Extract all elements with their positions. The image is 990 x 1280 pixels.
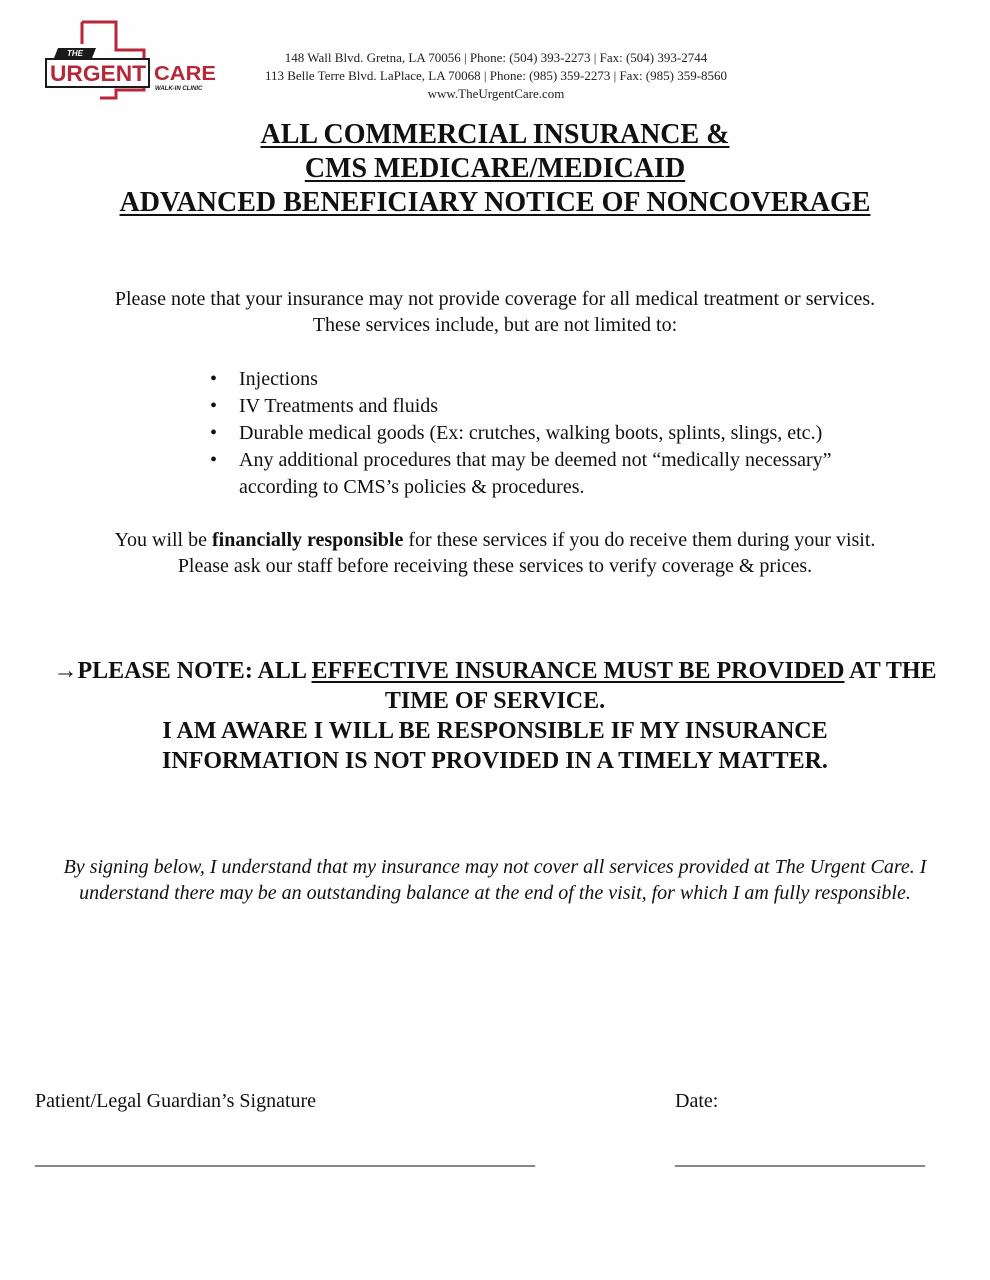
financial-responsibility [40,527,950,579]
address-line-laplace: 113 Belle Terre Blvd. LaPlace, LA 70068 | Phone: (985) 359-2273 | Fax: (985) 359-8560 [264,68,728,83]
service-item: • Durable medical goods (Ex: crutches, walking boots, splints, slings, etc.) [210,420,930,447]
urgent-care-logo [44,20,224,100]
title-line-3: ADVANCED BENEFICIARY NOTICE OF NONCOVERAGE [119,187,871,218]
service-item: • IV Treatments and fluids [210,393,930,420]
signature-label: Patient/Legal Guardian’s Signature [35,1090,317,1112]
bullet-icon: • [210,449,218,471]
notice-line-1: →PLEASE NOTE: ALL EFFECTIVE INSURANCE MUST BE PROVIDED AT THE TIME OF SERVICE. [53,658,937,714]
financially-responsible-emphasis: financially responsible [212,529,404,551]
signature-agreement: By signing below, I understand that my insurance may not cover all services provided at The Urgent Care. I understand there may be an outstanding balance at the end of the visit, for which I am fully responsible. [63,856,927,904]
logo-tagline: WALK-IN CLINIC [155,86,203,92]
service-item: • Any additional procedures that may be deemed not “medically necessary” according to CMS’s policies & procedures. [210,449,832,498]
website-link[interactable]: www.TheUrgentCare.com [427,86,565,101]
date-field[interactable]: _________________________ [675,1147,925,1169]
title-line-2: CMS MEDICARE/MEDICAID [304,153,686,184]
services-list [210,366,930,501]
logo-urgent: URGENT [50,61,147,86]
coverage-intro [40,286,950,338]
bullet-icon: • [210,395,218,417]
title-line-1: ALL COMMERCIAL INSURANCE & [260,119,730,150]
service-item: • Injections [210,366,930,393]
logo-care: CARE [154,63,216,85]
logo-the: THE [67,49,83,58]
clinic-address-block [236,49,756,103]
address-line-gretna: 148 Wall Blvd. Gretna, LA 70056 | Phone: (504) 393-2273 | Fax: (504) 393-2744 [284,50,708,65]
responsibility-line-2: Please ask our staff before receiving these services to verify coverage & prices. [177,555,813,577]
bullet-icon: • [210,422,218,444]
arrow-icon: → [53,658,78,684]
intro-line-2: These services include, but are not limited to: [312,314,678,336]
intro-line-1: Please note that your insurance may not provide coverage for all medical treatment or services. [114,288,876,310]
notice-underlined: EFFECTIVE INSURANCE MUST BE PROVIDED [311,658,845,684]
insurance-notice [20,656,970,776]
notice-line-2: I AM AWARE I WILL BE RESPONSIBLE IF MY INSURANCE INFORMATION IS NOT PROVIDED IN A TIMELY MATTER. [162,718,828,774]
bullet-icon: • [210,368,218,390]
document-title [0,118,990,220]
date-label: Date: [675,1090,719,1112]
signature-field[interactable]: __________________________________________________ [35,1147,535,1169]
responsibility-line-1: You will be financially responsible for these services if you do receive them during your visit. [114,529,876,551]
